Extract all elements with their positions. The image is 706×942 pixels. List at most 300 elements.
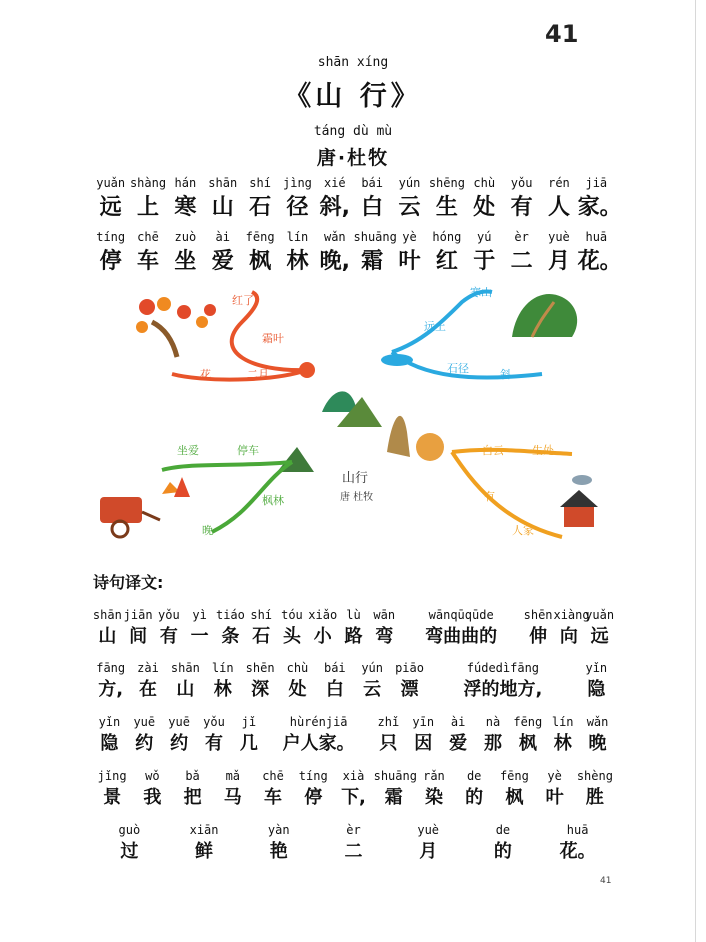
translation-hanzi: 车 — [264, 787, 283, 808]
translation-pinyin: yǐn — [98, 715, 121, 729]
translation-cell — [535, 769, 575, 809]
translation-cell — [441, 715, 476, 755]
poem-hanzi: 霜 — [361, 249, 384, 274]
translation-hanzi: 一 — [190, 626, 209, 647]
translation-cell — [371, 715, 406, 755]
poem-hanzi: 生 — [435, 195, 458, 220]
translation-hanzi: 约 — [135, 733, 154, 754]
poem-pinyin: shí — [249, 176, 271, 190]
translation-cell — [92, 608, 123, 648]
translation-pinyin: fāng — [96, 661, 126, 675]
translation-hanzi: 处 — [288, 679, 307, 700]
translation-hanzi: 深 — [251, 679, 270, 700]
translation-cell — [129, 661, 166, 701]
translation-hanzi: 远 — [590, 626, 609, 647]
translation-hanzi: 路 — [344, 626, 363, 647]
poem-cell — [577, 176, 622, 221]
poem-pinyin: yuè — [548, 230, 570, 244]
poem-cell — [316, 230, 353, 275]
translation-pinyin: yuè — [417, 823, 440, 837]
translation-hanzi: 有 — [159, 626, 178, 647]
poem-cell — [353, 230, 397, 275]
poem-cell — [279, 230, 316, 275]
translation-pinyin: fēng — [513, 715, 543, 729]
translation-pinyin: xiàng — [553, 608, 590, 622]
translation-cell — [476, 715, 511, 755]
translation-line — [0, 769, 706, 815]
translation-hanzi: 林 — [553, 733, 572, 754]
poem-pinyin: chù — [473, 176, 496, 190]
house-icon — [564, 507, 594, 527]
translation-pinyin: yǐn — [585, 661, 608, 675]
translation-pinyin: tiáo — [215, 608, 245, 622]
translation-hanzi: 晚 — [588, 733, 607, 754]
translation-hanzi: 的 — [465, 787, 484, 808]
translation-hanzi: 浮的地方, — [463, 679, 543, 700]
translation-hanzi: 弯曲曲的 — [425, 626, 498, 647]
poem-hanzi: 晚, — [319, 249, 350, 274]
poet-figure-icon — [416, 433, 444, 461]
translation-hanzi: 月 — [419, 841, 438, 862]
translation-hanzi: 间 — [129, 626, 148, 647]
mm-bl-2: 停车 — [237, 444, 259, 457]
poem-cell — [428, 230, 465, 275]
translation-cell — [241, 823, 316, 863]
translation-line — [0, 661, 706, 707]
translation-cell — [580, 715, 615, 755]
poem-cell — [279, 176, 316, 221]
translation-pinyin: wǎn — [586, 715, 609, 729]
translation-cell — [241, 661, 278, 701]
translation-hanzi: 景 — [103, 787, 122, 808]
translation-cell — [92, 715, 127, 755]
translation-cell — [246, 608, 277, 648]
translation-cell — [414, 769, 454, 809]
translation-cell — [172, 769, 212, 809]
translation-cell — [584, 608, 615, 648]
translation-cell — [123, 608, 154, 648]
translation-cell — [253, 769, 293, 809]
translation-pinyin: chē — [262, 769, 284, 783]
mountains-center-icon — [322, 391, 357, 412]
translation-cell — [132, 769, 172, 809]
branch-bottom-right-line-2 — [452, 452, 562, 537]
poem-hanzi: 径 — [286, 195, 309, 220]
translation-hanzi: 那 — [483, 733, 502, 754]
translation-cell — [316, 661, 353, 701]
translation-cell — [204, 661, 241, 701]
translation-hanzi: 花。 — [559, 841, 596, 862]
mindmap-center-author: 唐 杜牧 — [340, 492, 374, 503]
translation-cell — [279, 661, 316, 701]
mm-br-2: 生处 — [532, 444, 554, 457]
translation-pinyin: wǒ — [145, 769, 160, 783]
poem-hanzi: 爱 — [211, 249, 234, 274]
translation-cell — [575, 769, 615, 809]
translation-cell — [553, 608, 590, 648]
translation-line — [0, 823, 706, 869]
translation-pinyin: huā — [566, 823, 589, 837]
translation-pinyin: ài — [450, 715, 466, 729]
poem-pinyin: bái — [361, 176, 384, 190]
mm-br-4: 人家 — [512, 524, 534, 537]
mm-tr-1: 寒山 — [470, 286, 492, 299]
poem-pinyin: chē — [137, 230, 159, 244]
translation-pinyin: nà — [485, 715, 501, 729]
poem-pinyin: yún — [398, 176, 421, 190]
translation-cell — [545, 715, 580, 755]
translation-cell — [293, 769, 333, 809]
translation-pinyin: shèng — [576, 769, 613, 783]
translation-line — [0, 608, 706, 654]
translation-hanzi: 小 — [313, 626, 332, 647]
translation-hanzi: 枫 — [505, 787, 524, 808]
translation-pinyin: xià — [342, 769, 365, 783]
translation-cell — [523, 608, 554, 648]
translation-pinyin: yàn — [267, 823, 290, 837]
mm-br-1: 白云 — [482, 444, 504, 457]
translation-hanzi: 叶 — [545, 787, 564, 808]
translation-pinyin: yuǎn — [585, 608, 615, 622]
translation-hanzi: 二 — [344, 841, 363, 862]
page-number-bottom: 41 — [600, 876, 612, 886]
translation-hanzi: 隐 — [100, 733, 119, 754]
translation-pinyin: tíng — [298, 769, 328, 783]
poem-hanzi: 家。 — [577, 195, 622, 220]
poem-pinyin: jiā — [585, 176, 608, 190]
translation-hanzi: 过 — [120, 841, 139, 862]
branch-bottom-left-line — [162, 462, 292, 470]
translation-pinyin: shí — [250, 608, 273, 622]
poem-cell — [503, 230, 540, 275]
translation-line — [0, 715, 706, 761]
translation-hanzi: 的 — [493, 841, 512, 862]
poem-line — [0, 230, 706, 278]
translation-pinyin: jǐng — [97, 769, 127, 783]
poem-hanzi: 人 — [547, 195, 570, 220]
translation-cell — [510, 715, 545, 755]
translation-hanzi: 石 — [252, 626, 271, 647]
translation-cell — [167, 661, 204, 701]
poem-pinyin: wǎn — [323, 230, 346, 244]
translation-cell — [338, 608, 369, 648]
poem-hanzi: 叶 — [398, 249, 421, 274]
mindmap-illustration — [92, 282, 612, 560]
translation-pinyin: bǎ — [185, 769, 200, 783]
translation-cell — [92, 769, 132, 809]
translation-pinyin: bái — [323, 661, 346, 675]
poem-pinyin: rén — [548, 176, 570, 190]
poem-hanzi: 停 — [99, 249, 122, 274]
author-pinyin: táng dù mù — [313, 124, 393, 139]
poem-pinyin: xié — [323, 176, 346, 190]
maple-tree-icon — [152, 322, 177, 357]
translation-cell — [333, 769, 373, 809]
translation-pinyin: shān — [170, 661, 200, 675]
translation-hanzi: 停 — [304, 787, 323, 808]
mm-tr-4: 斜 — [500, 368, 511, 381]
poem-pinyin: shēng — [428, 176, 465, 190]
poem-hanzi: 月 — [547, 249, 570, 274]
poem-cell — [540, 176, 577, 221]
translation-pinyin: jǐ — [241, 715, 257, 729]
poem-pinyin: lín — [286, 230, 309, 244]
mm-bl-1: 坐爱 — [177, 444, 199, 457]
poem-line — [0, 176, 706, 224]
poem-pinyin: shàng — [129, 176, 167, 190]
poem-hanzi: 二 — [510, 249, 533, 274]
translation-cell — [184, 608, 215, 648]
poem-cell — [92, 230, 129, 275]
poem-hanzi: 有 — [510, 195, 533, 220]
translation-hanzi: 把 — [183, 787, 202, 808]
translation-hanzi: 条 — [221, 626, 240, 647]
translation-pinyin: hùrénjiā — [289, 715, 348, 729]
mm-tr-3: 石径 — [447, 362, 469, 375]
translation-hanzi: 方, — [98, 679, 124, 700]
poem-cell — [167, 230, 204, 275]
poem-hanzi: 寒 — [174, 195, 197, 220]
translation-pinyin: yǒu — [158, 608, 180, 622]
poem-pinyin: jìng — [283, 176, 312, 190]
mindmap-center-title: 山行 — [342, 471, 369, 486]
translation-hanzi: 几 — [239, 733, 258, 754]
poem-cell — [204, 176, 241, 221]
translation-hanzi: 艳 — [269, 841, 288, 862]
branch-top-left-node — [299, 362, 315, 378]
poem-hanzi: 石 — [249, 195, 272, 220]
mm-bl-3: 枫林 — [262, 494, 284, 507]
translation-label: 诗句译文: — [93, 573, 164, 592]
translation-cell — [127, 715, 162, 755]
poem-hanzi: 花。 — [577, 249, 622, 274]
translation-hanzi: 霜 — [384, 787, 403, 808]
translation-hanzi: 爱 — [449, 733, 468, 754]
translation-pinyin: xiǎo — [308, 608, 338, 622]
poem-pinyin: èr — [514, 230, 529, 244]
translation-hanzi: 伸 — [529, 626, 548, 647]
poem-hanzi: 处 — [473, 195, 496, 220]
poem-cell — [167, 176, 204, 221]
translation-cell — [391, 661, 428, 701]
poem-title: 《山 行》 — [284, 81, 422, 112]
poem-hanzi: 坐 — [174, 249, 197, 274]
translation-pinyin: lín — [211, 661, 234, 675]
poem-cell — [428, 176, 465, 221]
translation-pinyin: fēng — [499, 769, 529, 783]
poem-cell — [129, 230, 166, 275]
poem-hanzi: 白 — [361, 195, 384, 220]
translation-hanzi: 约 — [170, 733, 189, 754]
translation-hanzi: 染 — [424, 787, 443, 808]
translation-hanzi: 马 — [223, 787, 242, 808]
translation-cell — [266, 715, 371, 755]
translation-hanzi: 在 — [139, 679, 158, 700]
translation-cell — [373, 769, 417, 809]
poem-cell — [204, 230, 241, 275]
poem-cell — [466, 230, 503, 275]
translation-cell — [454, 769, 494, 809]
poem-cell — [540, 230, 577, 275]
poem-cell — [503, 176, 540, 221]
translation-pinyin: yuē — [133, 715, 156, 729]
poem-cell — [466, 176, 503, 221]
poem-cell — [92, 176, 129, 221]
translation-pinyin: yīn — [412, 715, 435, 729]
translation-hanzi: 弯 — [375, 626, 394, 647]
translation-pinyin: chù — [286, 661, 309, 675]
translation-pinyin: wānqūqūde — [428, 608, 494, 622]
translation-pinyin: yì — [192, 608, 207, 622]
translation-pinyin: de — [466, 769, 482, 783]
translation-pinyin: yuē — [168, 715, 190, 729]
translation-hanzi: 我 — [143, 787, 162, 808]
poem-hanzi: 上 — [137, 195, 160, 220]
poem-pinyin: yǒu — [510, 176, 533, 190]
translation-cell — [213, 769, 253, 809]
translation-cell — [406, 715, 441, 755]
translation-pinyin: shān — [92, 608, 122, 622]
translation-pinyin: shēn — [245, 661, 275, 675]
poem-hanzi: 红 — [435, 249, 458, 274]
translation-pinyin: yún — [361, 661, 384, 675]
translation-hanzi: 山 — [176, 679, 195, 700]
translation-pinyin: tóu — [281, 608, 303, 622]
translation-hanzi: 有 — [205, 733, 224, 754]
mm-tl-3: 花 — [200, 368, 211, 381]
translation-pinyin: piāo — [395, 661, 424, 675]
poem-cell — [241, 176, 278, 221]
translation-cell — [316, 823, 391, 863]
translation-cell — [428, 661, 577, 701]
translation-hanzi: 头 — [282, 626, 301, 647]
translation-cell — [92, 661, 129, 701]
poem-pinyin: zuò — [174, 230, 197, 244]
translation-cell — [391, 823, 466, 863]
translation-hanzi: 枫 — [518, 733, 537, 754]
mm-tl-4: 二月 — [247, 368, 269, 381]
translation-pinyin: wān — [373, 608, 396, 622]
poem-cell — [577, 230, 622, 275]
translation-hanzi: 漂 — [400, 679, 419, 700]
mm-tl-1: 红了 — [232, 294, 254, 307]
poem-hanzi: 枫 — [249, 249, 272, 274]
poem-pinyin: yuǎn — [96, 176, 126, 190]
poem-cell — [354, 176, 391, 221]
branch-bottom-right-line — [452, 450, 572, 454]
translation-pinyin: de — [495, 823, 511, 837]
translation-hanzi: 因 — [414, 733, 433, 754]
translation-hanzi: 向 — [559, 626, 578, 647]
translation-pinyin: zhǐ — [377, 715, 400, 729]
translation-pinyin: yè — [547, 769, 562, 783]
poem-cell — [316, 176, 353, 221]
translation-hanzi: 鲜 — [195, 841, 214, 862]
translation-pinyin: guò — [118, 823, 141, 837]
poem-pinyin: shuāng — [353, 230, 397, 244]
translation-hanzi: 只 — [379, 733, 398, 754]
translation-pinyin: rǎn — [423, 769, 445, 783]
poem-cell — [129, 176, 166, 221]
poem-author: 唐·杜牧 — [316, 147, 390, 169]
poem-cell — [391, 176, 428, 221]
mm-br-3: 有 — [484, 490, 495, 503]
poem-hanzi: 远 — [99, 195, 122, 220]
translation-pinyin: shuāng — [373, 769, 417, 783]
translation-hanzi: 白 — [325, 679, 344, 700]
translation-hanzi: 云 — [363, 679, 382, 700]
translation-cell — [231, 715, 266, 755]
translation-hanzi: 户人家。 — [282, 733, 355, 754]
translation-pinyin: zài — [137, 661, 159, 675]
translation-cell — [215, 608, 246, 648]
translation-hanzi: 下, — [341, 787, 366, 808]
translation-cell — [307, 608, 338, 648]
translation-hanzi: 胜 — [585, 787, 604, 808]
poem-pinyin: hóng — [432, 230, 462, 244]
translation-pinyin: yǒu — [203, 715, 225, 729]
translation-cell — [466, 823, 541, 863]
translation-pinyin: lín — [551, 715, 574, 729]
poem-pinyin: fēng — [245, 230, 275, 244]
poem-hanzi: 斜, — [319, 195, 350, 220]
translation-cell — [154, 608, 185, 648]
translation-pinyin: xiān — [189, 823, 219, 837]
translation-pinyin: fúdedìfāng — [466, 661, 540, 675]
mm-tl-2: 霜叶 — [262, 332, 284, 345]
translation-cell — [167, 823, 242, 863]
translation-cell — [578, 661, 615, 701]
translation-pinyin: èr — [346, 823, 361, 837]
poem-hanzi: 山 — [211, 195, 234, 220]
translation-cell — [197, 715, 232, 755]
poem-cell — [241, 230, 278, 275]
poem-hanzi: 林 — [286, 249, 309, 274]
poem-hanzi: 于 — [473, 249, 496, 274]
translation-cell — [354, 661, 391, 701]
poem-pinyin: shān — [208, 176, 238, 190]
translation-pinyin: mǎ — [225, 769, 241, 783]
poem-pinyin: ài — [215, 230, 230, 244]
mm-bl-4: 晚 — [202, 524, 213, 537]
poem-hanzi: 车 — [137, 249, 160, 274]
translation-cell — [540, 823, 615, 863]
poem-pinyin: yè — [402, 230, 417, 244]
translation-pinyin: jiān — [123, 608, 153, 622]
translation-cell — [369, 608, 400, 648]
poem-pinyin: tíng — [96, 230, 126, 244]
translation-pinyin: shēn — [523, 608, 553, 622]
cloud-icon — [381, 354, 413, 366]
poem-pinyin: hán — [174, 176, 197, 190]
translation-pinyin: lù — [346, 608, 361, 622]
translation-cell — [277, 608, 308, 648]
title-pinyin: shān xíng — [317, 55, 389, 70]
translation-cell — [92, 823, 167, 863]
poem-pinyin: huā — [585, 230, 608, 244]
translation-hanzi: 山 — [98, 626, 117, 647]
translation-hanzi: 隐 — [587, 679, 606, 700]
translation-hanzi: 林 — [213, 679, 232, 700]
poem-cell — [391, 230, 428, 275]
translation-cell — [494, 769, 534, 809]
carriage-icon — [100, 497, 142, 523]
page-number-top: 41 — [545, 20, 579, 48]
mm-tr-2: 远上 — [424, 320, 446, 333]
poem-pinyin: yú — [477, 230, 492, 244]
translation-cell — [400, 608, 523, 648]
translation-cell — [162, 715, 197, 755]
